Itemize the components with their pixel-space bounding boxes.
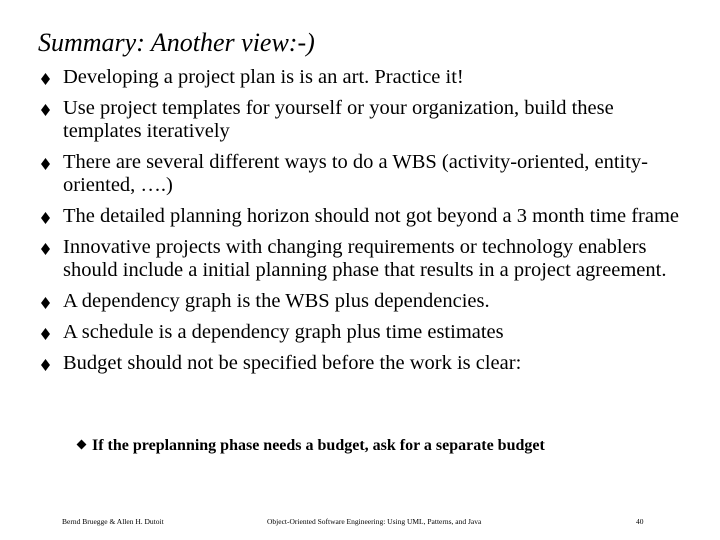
diamond-bullet-icon [41, 104, 50, 116]
footer-page-number: 40 [636, 517, 644, 526]
bullet-text: The detailed planning horizon should not got beyond a 3 month time frame [63, 205, 680, 227]
diamond-bullet-icon [41, 359, 50, 371]
bullet-item [40, 97, 680, 143]
diamond-bullet-icon [41, 73, 50, 85]
footer-authors: Bernd Bruegge & Allen H. Dutoit [62, 517, 164, 526]
bullet-text: Developing a project plan is is an art. Practice it! [63, 66, 464, 88]
diamond-bullet-icon [41, 328, 50, 340]
bullet-text: A schedule is a dependency graph plus time estimates [63, 321, 504, 343]
bullet-text: Budget should not be specified before the work is clear: [63, 352, 522, 374]
bullet-list [40, 66, 680, 383]
sub-bullet-item [78, 436, 698, 456]
bullet-item [40, 151, 680, 197]
bullet-text: There are several different ways to do a WBS (activity-oriented, entity-oriented, ….) [63, 151, 648, 196]
diamond-bullet-icon [41, 158, 50, 170]
bullet-item [40, 352, 680, 375]
diamond-bullet-icon [41, 212, 50, 224]
bullet-item [40, 66, 680, 89]
slide-title: Summary: Another view:-) [38, 28, 315, 57]
bullet-item [40, 236, 680, 282]
bullet-item [40, 205, 680, 228]
diamond-bullet-icon [41, 243, 50, 255]
diamond-bullet-icon [41, 297, 50, 309]
bullet-item [40, 321, 680, 344]
bullet-text: Innovative projects with changing requirements or technology enablers should include a initial planning phase that results in a project agreement. [63, 236, 667, 281]
footer-book-title: Object-Oriented Software Engineering: Using UML, Patterns, and Java [267, 517, 482, 526]
bullet-text: Use project templates for yourself or your organization, build these templates iteratively [63, 97, 614, 142]
bullet-item [40, 290, 680, 313]
sub-bullet-text: If the preplanning phase needs a budget, ask for a separate budget [92, 437, 545, 454]
bullet-text: A dependency graph is the WBS plus dependencies. [63, 290, 490, 312]
diamond-sub-bullet-icon [77, 440, 87, 450]
